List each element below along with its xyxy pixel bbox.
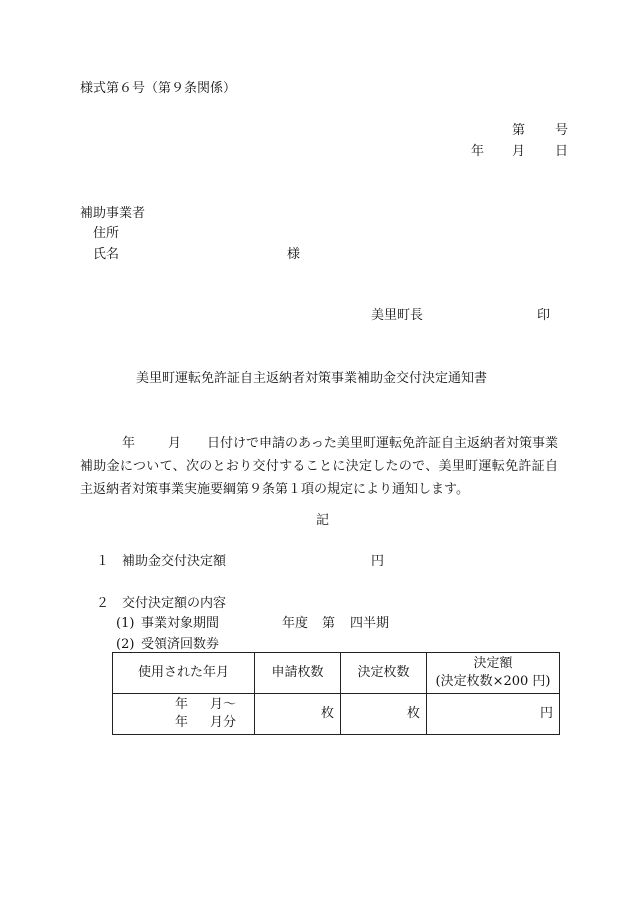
body-date-year: 年 [122, 436, 136, 451]
address-label: 住所 [93, 226, 120, 241]
period-end-year: 年 [175, 715, 189, 730]
cell-decided-amount: 円 [427, 694, 560, 735]
item2-number: ２ [96, 596, 110, 611]
period-end [175, 714, 248, 732]
document-title: 美里町運転免許証自主返納者対策事業補助金交付決定通知書 [136, 371, 488, 386]
sub1-quarter: 四半期 [350, 616, 390, 631]
sub2-label: 受領済回数券 [141, 637, 220, 652]
sub1-number: (1) [116, 616, 135, 631]
item1-unit: 円 [371, 554, 385, 569]
header-decided-count: 決定枚数 [341, 653, 427, 694]
doc-number-suffix: 号 [555, 123, 569, 138]
header-amount-label: 決定額 [473, 656, 513, 671]
header-decided-amount [427, 653, 560, 694]
issuer-title: 美里町長 [371, 308, 424, 323]
item2-label: 交付決定額の内容 [122, 596, 227, 611]
sub1-year-unit: 年度 [282, 616, 309, 631]
item1-number: １ [96, 554, 110, 569]
doc-date-day: 日 [555, 144, 569, 159]
table-header-row [113, 653, 560, 694]
sub2-number: (2) [116, 637, 135, 652]
period-start-year: 年 [175, 697, 189, 712]
period-end-month: 月分 [210, 715, 237, 730]
form-number: 様式第６号（第９条関係） [80, 81, 237, 96]
header-applied-count: 申請枚数 [255, 653, 341, 694]
recipient-heading: 補助事業者 [80, 206, 146, 221]
name-label: 氏名 [93, 247, 120, 262]
item1-label: 補助金交付決定額 [122, 554, 227, 569]
doc-number-prefix: 第 [512, 123, 526, 138]
ki-label: 記 [316, 513, 330, 528]
body-date-month: 月 [168, 436, 182, 451]
sub1-prefix: 第 [322, 616, 336, 631]
doc-date-month: 月 [512, 144, 526, 159]
sub1-label: 事業対象期間 [141, 616, 220, 631]
doc-date-year: 年 [471, 144, 485, 159]
period-start [175, 696, 248, 714]
cell-decided-count: 枚 [341, 694, 427, 735]
period-start-month: 月～ [210, 697, 237, 712]
table-row [113, 694, 560, 735]
header-amount-note: (決定枚数×200 円) [435, 674, 551, 689]
cell-used-month [113, 694, 255, 735]
body-text: 日付けで申請のあった美里町運転免許証自主返納者対策事業補助金について、次のとおり交付することに決定したので、美里町運転免許証自主返納者対策事業実施要綱第９条第１項の規定により通知します。 [80, 436, 558, 497]
receipts-table [112, 652, 560, 735]
honorific: 様 [287, 247, 301, 262]
cell-applied-count: 枚 [255, 694, 341, 735]
body-paragraph [80, 432, 558, 501]
seal-mark: 印 [537, 308, 551, 323]
header-used-month: 使用された年月 [113, 653, 255, 694]
